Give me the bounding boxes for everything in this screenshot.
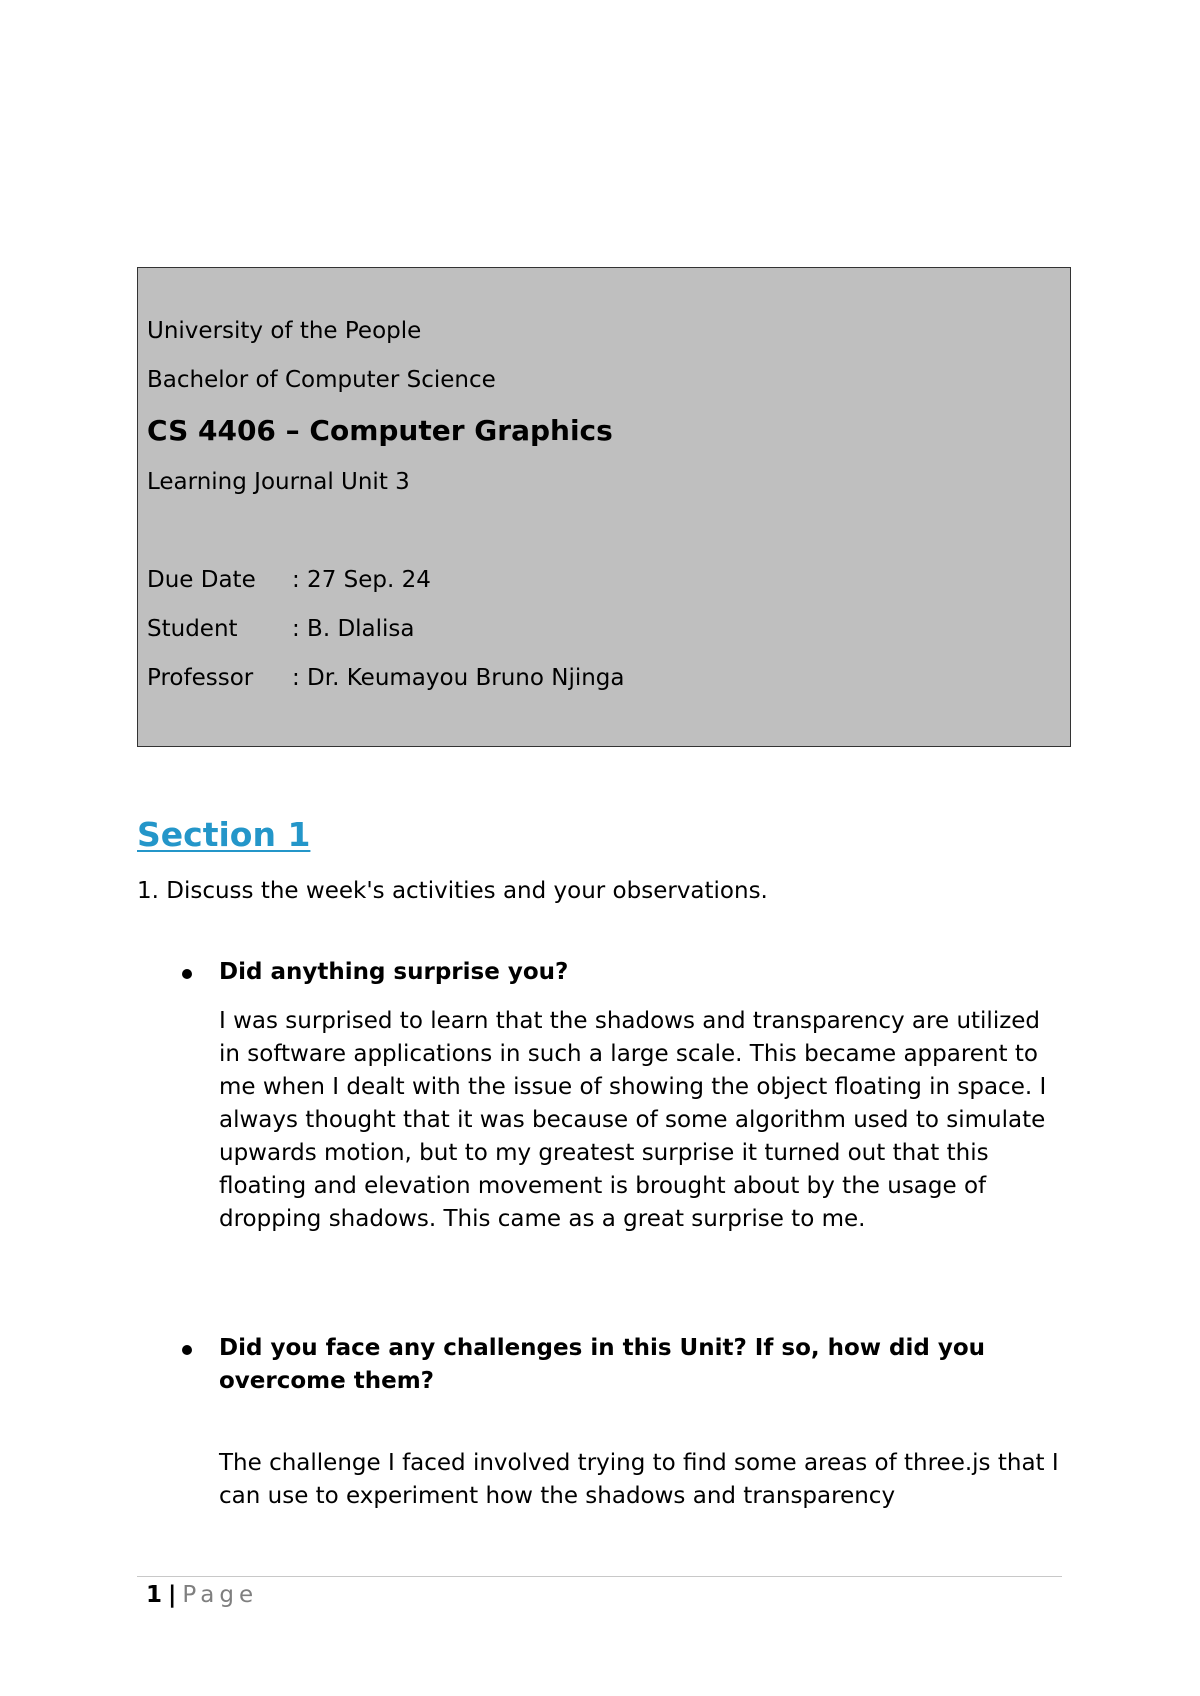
degree-name: Bachelor of Computer Science — [147, 367, 496, 393]
section-heading: Section 1 — [137, 815, 311, 854]
question-heading: Did anything surprise you? — [219, 959, 569, 985]
bullet-icon — [182, 969, 192, 979]
page-footer — [146, 1580, 258, 1610]
university-name: University of the People — [147, 318, 422, 344]
page-number: 1 — [146, 1582, 163, 1608]
info-row-professor — [147, 664, 625, 692]
answer-paragraph: The challenge I faced involved trying to find some areas of three.js that I can use to experiment how the shadows and transparency — [219, 1450, 1059, 1509]
answer-paragraph: I was surprised to learn that the shadows and transparency are utilized in software applications in such a large scale. This became apparent to me when I dealt with the issue of showing the object floating in space. I always thought that it was because of some algorithm used to simulate upwards motion, but to my greatest surprise it turned out that this floating and elevation movement is brought about by the usage of dropping shadows. This came as a great surprise to me. — [219, 1008, 1047, 1232]
info-row-due-date — [147, 566, 431, 594]
info-row-student — [147, 615, 415, 643]
question-heading: Did you face any challenges in this Unit? If so, how did you overcome them? — [219, 1335, 986, 1394]
page-separator: | — [168, 1582, 177, 1608]
info-label: Professor — [147, 665, 254, 691]
info-value: : B. Dlalisa — [292, 616, 415, 642]
info-value: : Dr. Keumayou Bruno Njinga — [292, 665, 625, 691]
course-title: CS 4406 – Computer Graphics — [147, 414, 613, 447]
discussion-prompt: 1. Discuss the week's activities and your observations. — [137, 878, 768, 904]
info-label: Student — [147, 616, 238, 642]
assignment-title: Learning Journal Unit 3 — [147, 469, 410, 495]
title-block — [137, 267, 1071, 747]
bullet-icon — [182, 1345, 192, 1355]
page-label: Page — [182, 1582, 259, 1608]
footer-divider — [137, 1576, 1062, 1577]
info-label: Due Date — [147, 567, 256, 593]
info-value: : 27 Sep. 24 — [292, 567, 431, 593]
